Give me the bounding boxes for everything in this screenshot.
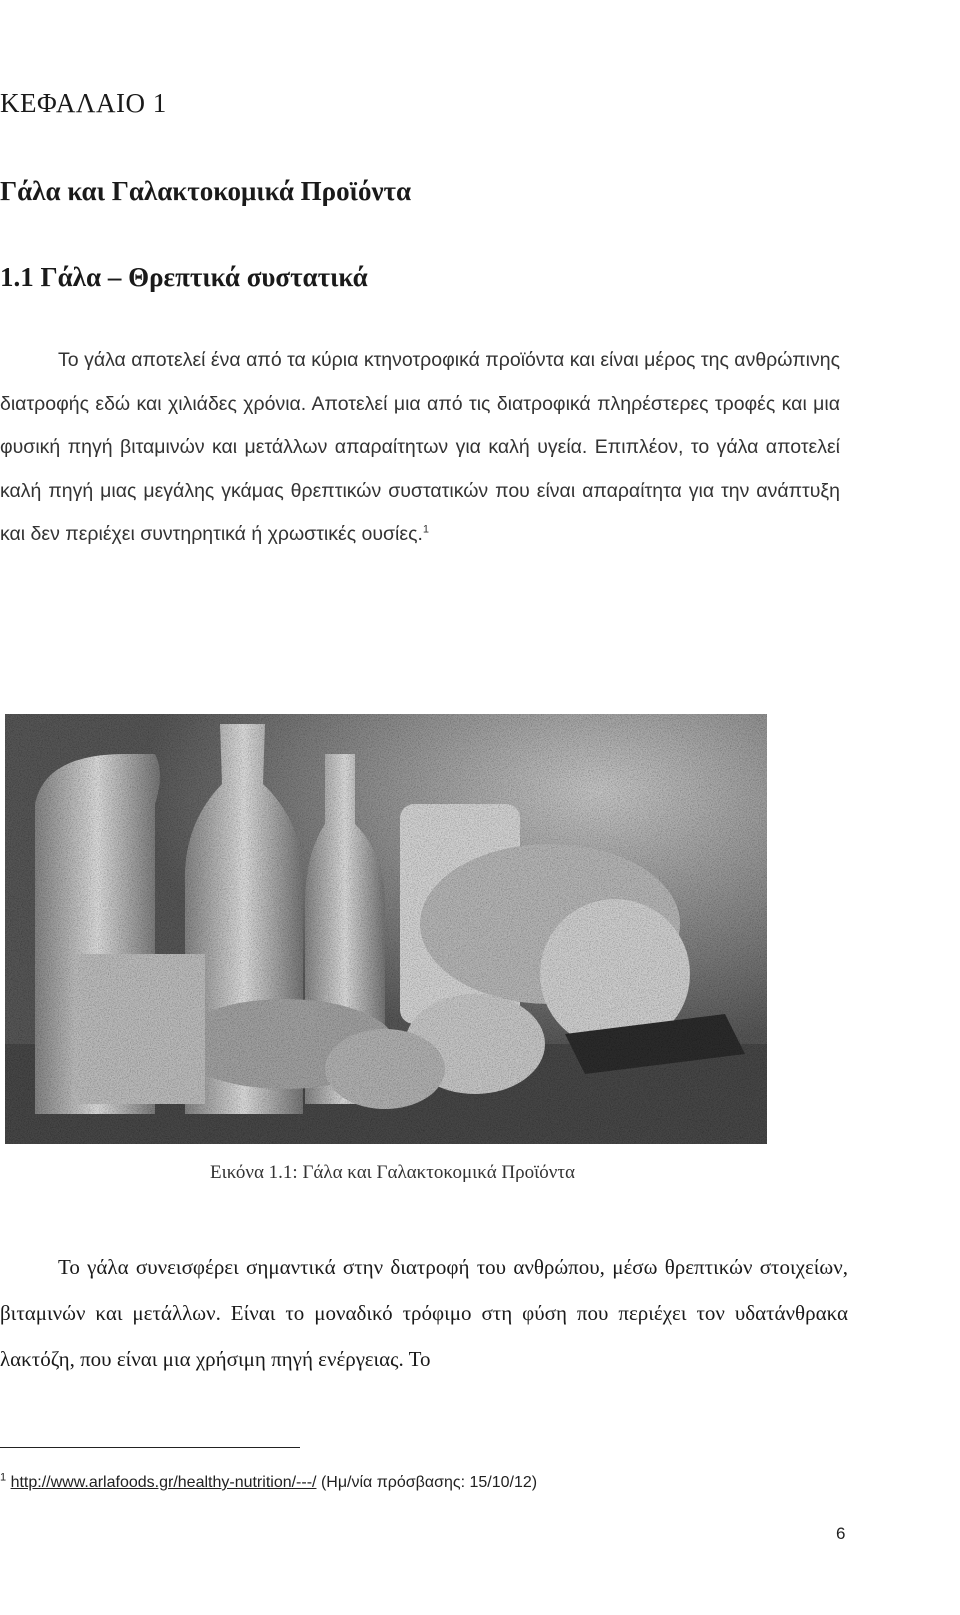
intro-paragraph-text: Το γάλα αποτελεί ένα από τα κύρια κτηνοτροφικά προϊόντα και είναι μέρος της ανθρώπινης διατροφής εδώ και χιλιάδες χρόνια. Αποτελεί μια από τις διατροφικά πληρέστερες τροφές και μια φυσική πηγή βιταμινών και μετάλλων απαραίτητων για καλή υγεία. Επιπλέον, το γάλα αποτελεί καλή πηγή μιας μεγάλης γκάμας θρεπτικών συστατικών που είναι απαραίτητα για την ανάπτυξη και δεν περιέχει συντηρητικά ή χρωστικές ουσίες. bbox=[0, 349, 840, 545]
footnote-number: 1 bbox=[0, 1471, 7, 1484]
intro-paragraph bbox=[0, 339, 840, 557]
footnote-divider bbox=[0, 1447, 300, 1448]
chapter-title: Γάλα και Γαλακτοκομικά Προϊόντα bbox=[0, 176, 412, 206]
footnote-reference: 1 bbox=[422, 523, 430, 536]
chapter-label: ΚΕΦΑΛΑΙΟ 1 bbox=[0, 88, 167, 118]
page-number: 6 bbox=[836, 1524, 846, 1543]
footnote bbox=[0, 1471, 538, 1492]
footnote-access-date: (Ημ/νία πρόσβασης: 15/10/12) bbox=[320, 1474, 538, 1491]
milk-products-photo bbox=[5, 714, 767, 1144]
footnote-link[interactable]: http://www.arlafoods.gr/healthy-nutrition/---/ bbox=[10, 1474, 317, 1491]
body-paragraph: Το γάλα συνεισφέρει σημαντικά στην διατροφή του ανθρώπου, μέσω θρεπτικών στοιχείων, βιταμινών και μετάλλων. Είναι το μοναδικό τρόφιμο στη φύση που περιέχει τον υδατάνθρακα λακτόζη, που είναι μια χρήσιμη πηγή ενέργειας. Το bbox=[0, 1255, 848, 1371]
figure-caption: Εικόνα 1.1: Γάλα και Γαλακτοκομικά Προϊόντα bbox=[210, 1162, 575, 1183]
section-heading: 1.1 Γάλα – Θρεπτικά συστατικά bbox=[0, 262, 368, 292]
